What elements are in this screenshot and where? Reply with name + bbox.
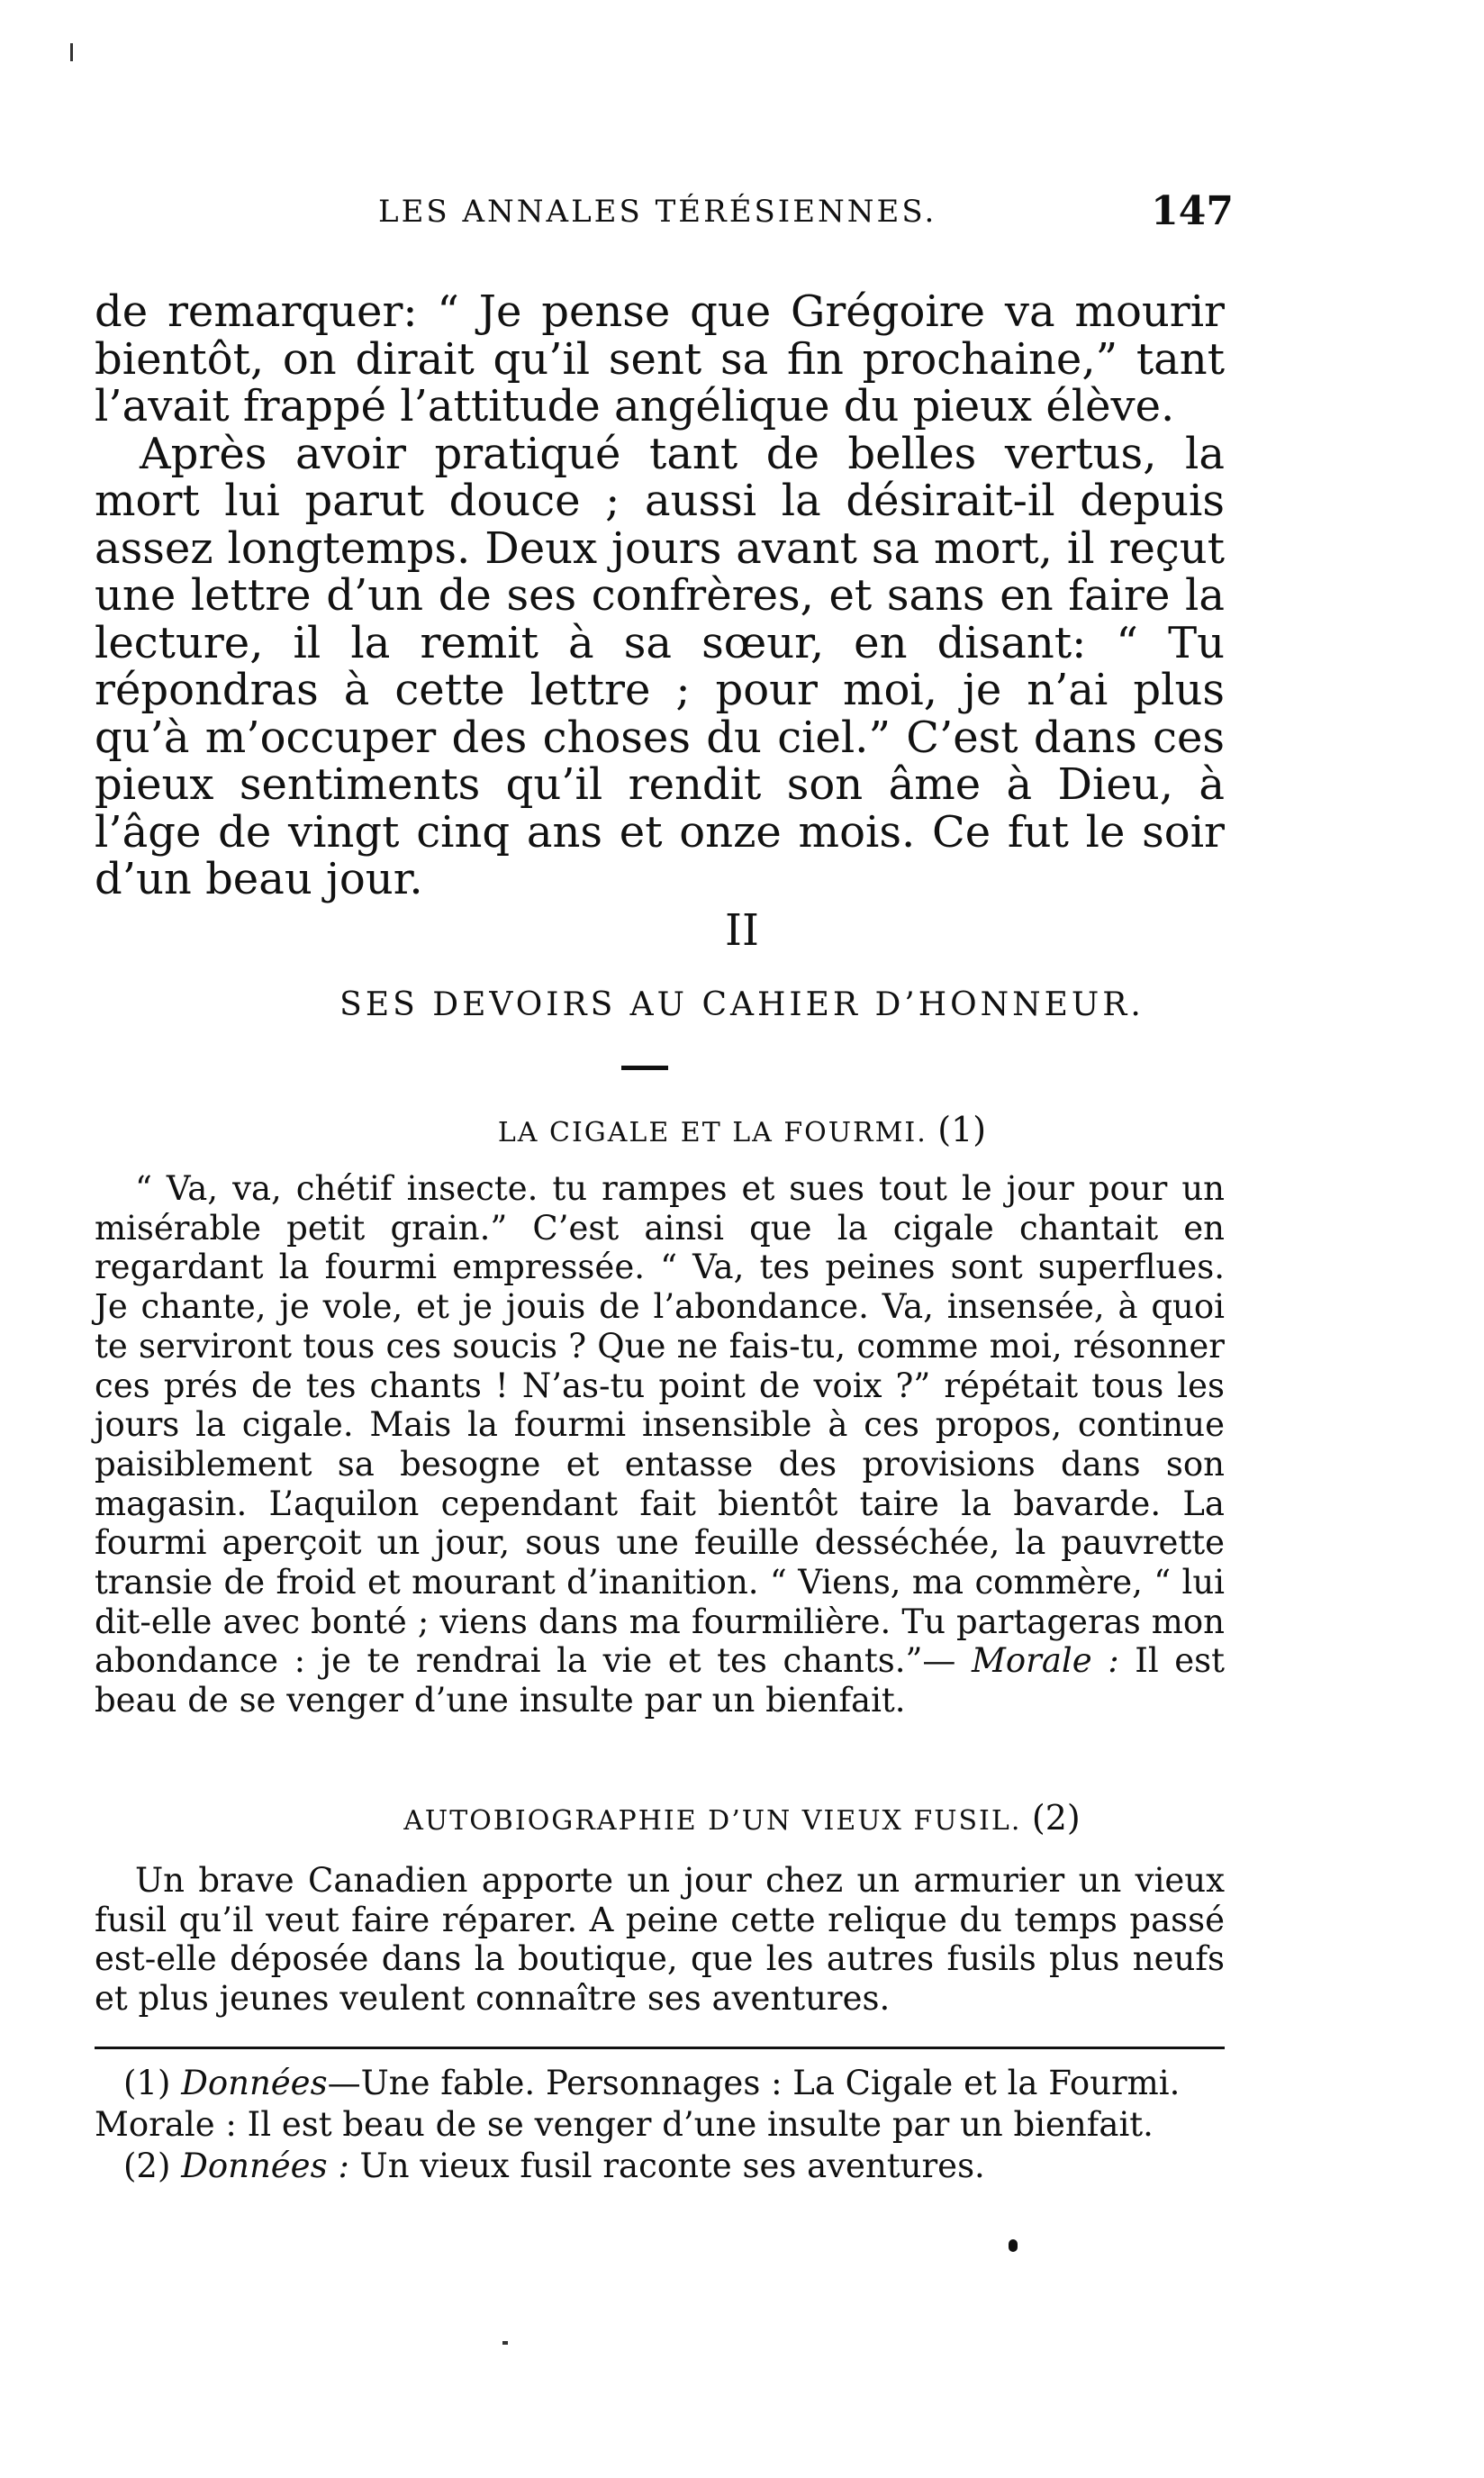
autobiography-footnote-ref: (2) [1031,1798,1081,1838]
autobiography-heading-text: AUTOBIOGRAPHIE D’UN VIEUX FUSIL. [403,1805,1022,1837]
footnote-2-number: (2) [123,2147,171,2185]
fable-moral-text: Il est beau de se venger d’une insulte par un bienfait. [95,1641,1226,1720]
running-title: LES ANNALES TÉRÉSIENNES. [378,194,937,230]
autobiography-heading [0,1798,1484,1838]
footnote-2-text: Un vieux fusil raconte ses aventures. [348,2147,985,2185]
intro-paragraph-1: de remarquer: “ Je pense que Grégoire va mourir bientôt, on dirait qu’il sent sa fin prochaine,” tant l’avait frappé l’attitude angélique du pieux élève. [95,286,1225,431]
footnote-2-label: Données : [181,2147,349,2185]
footnote-1-label: Données [181,2064,328,2102]
fable-text [95,1169,1225,1720]
footnote-2 [95,2146,1225,2187]
footnote-1-number: (1) [123,2064,171,2102]
section-title: SES DEVOIRS AU CAHIER D’HONNEUR. [339,986,1145,1023]
footnotes [95,2063,1225,2187]
margin-speck [70,43,73,61]
ink-mark [1009,2239,1018,2252]
ink-speck [502,2341,508,2345]
footnote-1-moral: Morale : Il est beau de se venger d’une insulte par un bienfait. [95,2105,1154,2144]
footnote-rule [95,2047,1225,2049]
intro-text [95,288,1225,903]
autobiography-paragraph: Un brave Canadien apporte un jour chez un armurier un vieux fusil qu’il veut faire réparer. A peine cette relique du temps passé est-elle déposée dans la boutique, que les autres fusils plus neufs et plus jeunes veulent connaître ses aventures. [95,1861,1225,2019]
fable-moral-label: Morale : [972,1641,1119,1681]
fable-footnote-ref: (1) [937,1110,987,1149]
page-header [378,188,1234,248]
intro-paragraph-2: Après avoir pratiqué tant de belles vertus, la mort lui parut douce ; aussi la désirait-il depuis assez longtemps. Deux jours avant sa mort, il reçut une lettre d’un de ses confrères, et sans en faire la lecture, il la remit à sa sœur, en disant: “ Tu répondras à cette lettre ; pour moi, je n’ai plus qu’à m’occuper des choses du ciel.” C’est dans ces pieux sentiments qu’il rendit son âme à Dieu, à l’âge de vingt cinq ans et onze mois. Ce fut le soir d’un beau jour. [95,428,1225,904]
fable-body: “ Va, va, chétif insecte. tu rampes et sues tout le jour pour un misérable petit grain.” C’est ainsi que la cigale chantait en regardant la fourmi empressée. “ Va, tes peines sont superflues. Je chante, je vole, et je jouis de l’abondance. Va, insensée, à quoi te serviront tous ces soucis ? Que ne fais-tu, comme moi, résonner ces prés de tes chants ! N’as-tu point de voix ?” répétait tous les jours la cigale. Mais la fourmi insensible à ces propos, continue paisiblement sa besogne et entasse des provisions dans son magasin. L’aquilon cependant fait bientôt taire la bavarde. La fourmi aperçoit un jour, sous une feuille desséchée, la pauvrette transie de froid et mourant d’inanition. “ Viens, ma commère, “ lui dit-elle avec bonté ; viens dans ma fourmilière. Tu partageras mon abondance : je te rendrai la vie et tes chants.”— [95,1169,1225,1681]
footnote-1-text: —Une fable. Personnages : La Cigale et la Fourmi. [327,2064,1181,2102]
footnote-1 [95,2063,1225,2104]
fable-paragraph [95,1169,1225,1720]
fable-heading-text: LA CIGALE ET LA FOURMI. [497,1117,928,1148]
section-number: II [725,905,759,956]
page-number: 147 [1151,188,1234,234]
section-rule [621,1066,668,1070]
autobiography-text [95,1861,1225,2019]
fable-heading [0,1110,1484,1149]
